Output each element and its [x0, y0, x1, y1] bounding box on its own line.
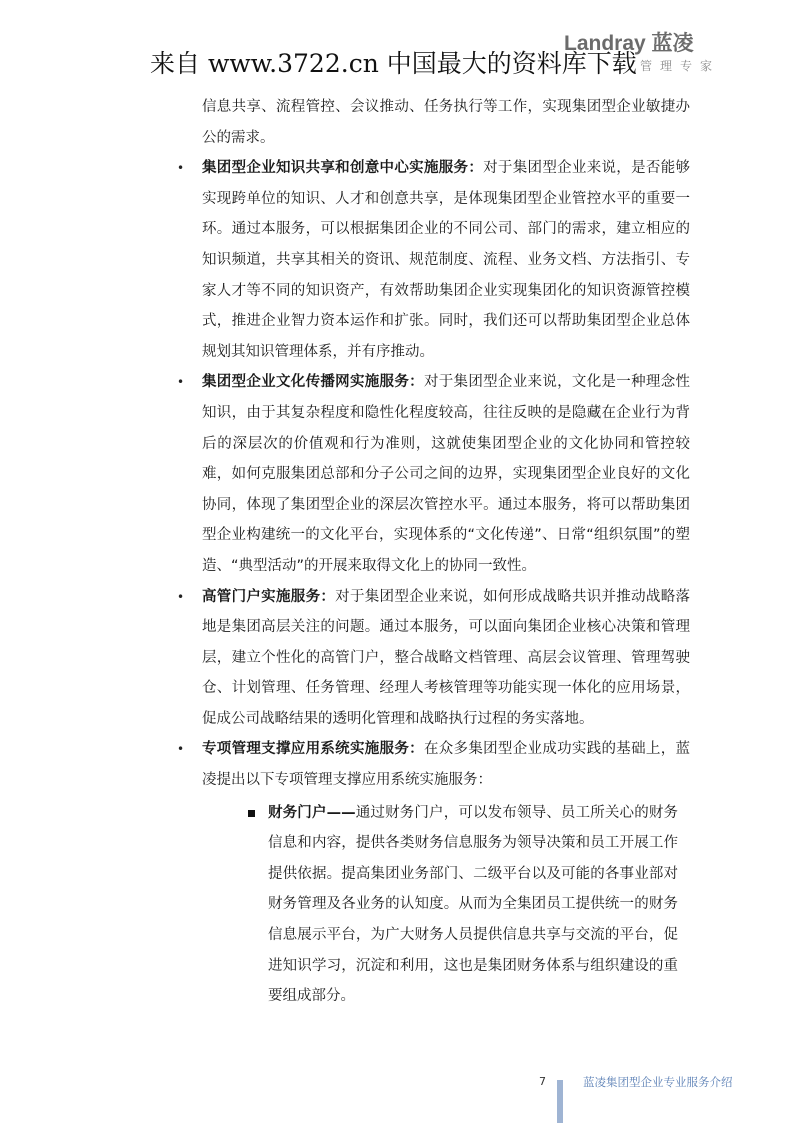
intro-paragraph: 信息共享、流程管控、会议推动、任务执行等工作，实现集团型企业敏捷办公的需求。	[202, 99, 690, 146]
document-body	[177, 92, 690, 1012]
page-number: 7	[539, 1075, 546, 1088]
sub-list-item	[268, 798, 678, 1012]
landray-logo	[562, 28, 762, 76]
square-bullet-icon	[248, 810, 255, 817]
list-item	[177, 734, 690, 795]
sub-list-item-text: 通过财务门户，可以发布领导、员工所关心的财务信息和内容，提供各类财务信息服务为领导决策和员工开展工作提供依据。提高集团业务部门、二级平台以及可能的各事业部对财务管理及各业务的认知度。从而为全集团员工提供统一的财务信息展示平台，为广大财务人员提供信息共享与交流的平台，促进知识学习，沉淀和利用，这也是集团财务体系与组织建设的重要组成部分。	[268, 804, 679, 1005]
bullet-dot-icon: •	[177, 375, 185, 390]
list-item-paragraph	[202, 734, 690, 795]
list-item-paragraph	[202, 367, 690, 581]
sub-list-item-paragraph	[268, 798, 678, 1012]
bullet-dot-icon: •	[177, 589, 185, 604]
list-item-text: 对于集团型企业来说，是否能够实现跨单位的知识、人才和创意共享，是体现集团型企业管控水平的重要一环。通过本服务，可以根据集团企业的不同公司、部门的需求，建立相应的知识频道，共享其相关的资讯、规范制度、流程、业务文档、方法指引、专家人才等不同的知识资产，有效帮助集团企业实现集团化的知识资源管控模式，推进企业智力资本运作和扩张。同时，我们还可以帮助集团型企业总体规划其知识管理体系，并有序推动。	[202, 160, 690, 360]
bullet-dot-icon: •	[177, 161, 185, 176]
logo-graphic	[562, 28, 762, 76]
list-item	[177, 582, 690, 735]
watermark-text: 来自 www.3722.cn 中国最大的资料库下载	[150, 49, 637, 78]
bullet-dot-icon: •	[177, 742, 185, 757]
list-item-term: 集团型企业文化传播网实施服务：	[202, 374, 424, 391]
sub-list-item-term: 财务门户——	[268, 804, 356, 821]
logo-brand-text: Landray 蓝凌	[564, 32, 694, 55]
list-item-text: 对于集团型企业来说，文化是一种理念性知识，由于其复杂程度和隐性化程度较高，往往反映的是隐藏在企业行为背后的深层次的价值观和行为准则，这就使集团型企业的文化协同和管控较难，如何克服集团总部和分子公司之间的边界，实现集团型企业良好的文化协同，体现了集团型企业的深层次管控水平。通过本服务，将可以帮助集团型企业构建统一的文化平台，实现体系的“文化传递”、日常“组织氛围”的塑造、“典型活动”的开展来取得文化上的协同一致性。	[202, 374, 690, 574]
list-item-term: 高管门户实施服务：	[202, 588, 336, 605]
list-item-paragraph	[202, 153, 690, 367]
logo-tagline-text: 管理专家	[640, 59, 721, 73]
list-item-text: 对于集团型企业来说，如何形成战略共识并推动战略落地是集团高层关注的问题。通过本服务，可以面向集团企业核心决策和管理层，建立个性化的高管门户，整合战略文档管理、高层会议管理、管理驾驶仓、计划管理、任务管理、经理人考核管理等功能实现一体化的应用场景，促成公司战略结果的透明化管理和战略执行过程的务实落地。	[202, 588, 690, 727]
list-item	[177, 153, 690, 367]
list-item-text: 在众多集团型企业成功实践的基础上，蓝凌提出以下专项管理支撑应用系统实施服务：	[202, 741, 690, 789]
list-item-paragraph	[202, 582, 690, 735]
list-item-term: 专项管理支撑应用系统实施服务：	[202, 741, 424, 758]
list-item-term: 集团型企业知识共享和创意中心实施服务：	[202, 160, 484, 177]
footer-title: 蓝凌集团型企业专业服务介绍	[583, 1075, 733, 1089]
list-item	[177, 367, 690, 581]
footer-divider-bar	[557, 1080, 563, 1123]
